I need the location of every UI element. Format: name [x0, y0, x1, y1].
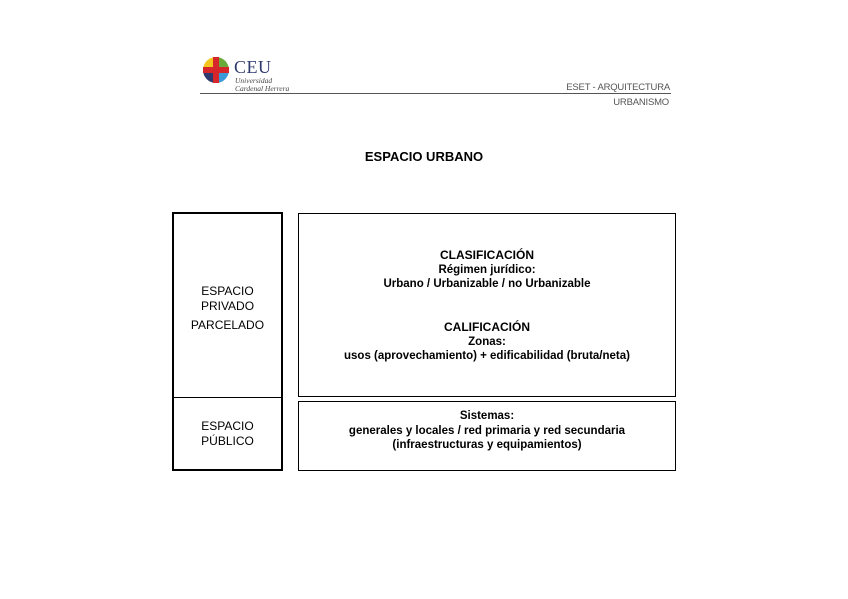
- header-subject: URBANISMO: [613, 97, 669, 108]
- logo-subtitle: [235, 77, 305, 93]
- public-space-line-2: PÚBLICO: [201, 434, 254, 448]
- sistemas-line-2: generales y locales / red primaria y red secundaria: [348, 424, 626, 437]
- left-column-box: [172, 212, 283, 471]
- calificacion-line-1: Zonas:: [468, 335, 506, 348]
- calificacion-line-2: usos (aprovechamiento) + edificabilidad (bruta/neta): [344, 350, 630, 362]
- calificacion-block: [299, 320, 675, 364]
- logo-wordmark: CEU: [234, 57, 272, 77]
- sistemas-line-1: Sistemas:: [459, 410, 515, 422]
- clasificacion-line-1: Régimen jurídico:: [438, 263, 536, 276]
- header-rule: [200, 93, 671, 94]
- private-space-line-3: PARCELADO: [190, 318, 265, 332]
- clasificacion-line-2: Urbano / Urbanizable / no Urbanizable: [383, 278, 591, 290]
- private-space-line-1: ESPACIO: [201, 284, 254, 298]
- logo-subtitle-line-2: Cardenal Herrera: [235, 84, 290, 93]
- ceu-emblem-icon: [202, 56, 230, 84]
- sistemas-line-3: (infraestructuras y equipamientos): [392, 439, 582, 451]
- systems-box: [298, 401, 676, 471]
- private-space-label: [174, 284, 281, 333]
- public-space-label: [174, 419, 281, 449]
- header-school: ESET - ARQUITECTURA: [566, 82, 670, 93]
- clasificacion-heading: CLASIFICACIÓN: [440, 248, 534, 262]
- calificacion-heading: CALIFICACIÓN: [444, 320, 530, 334]
- left-divider: [174, 397, 281, 398]
- clasificacion-block: [299, 248, 675, 292]
- sistemas-block: [299, 409, 675, 453]
- private-space-line-2: PRIVADO: [200, 299, 255, 313]
- public-space-line-1: ESPACIO: [201, 419, 254, 433]
- logo-subtitle-line-1: Universidad: [235, 76, 273, 85]
- page-title: ESPACIO URBANO: [364, 149, 484, 164]
- zoning-box: [298, 213, 676, 397]
